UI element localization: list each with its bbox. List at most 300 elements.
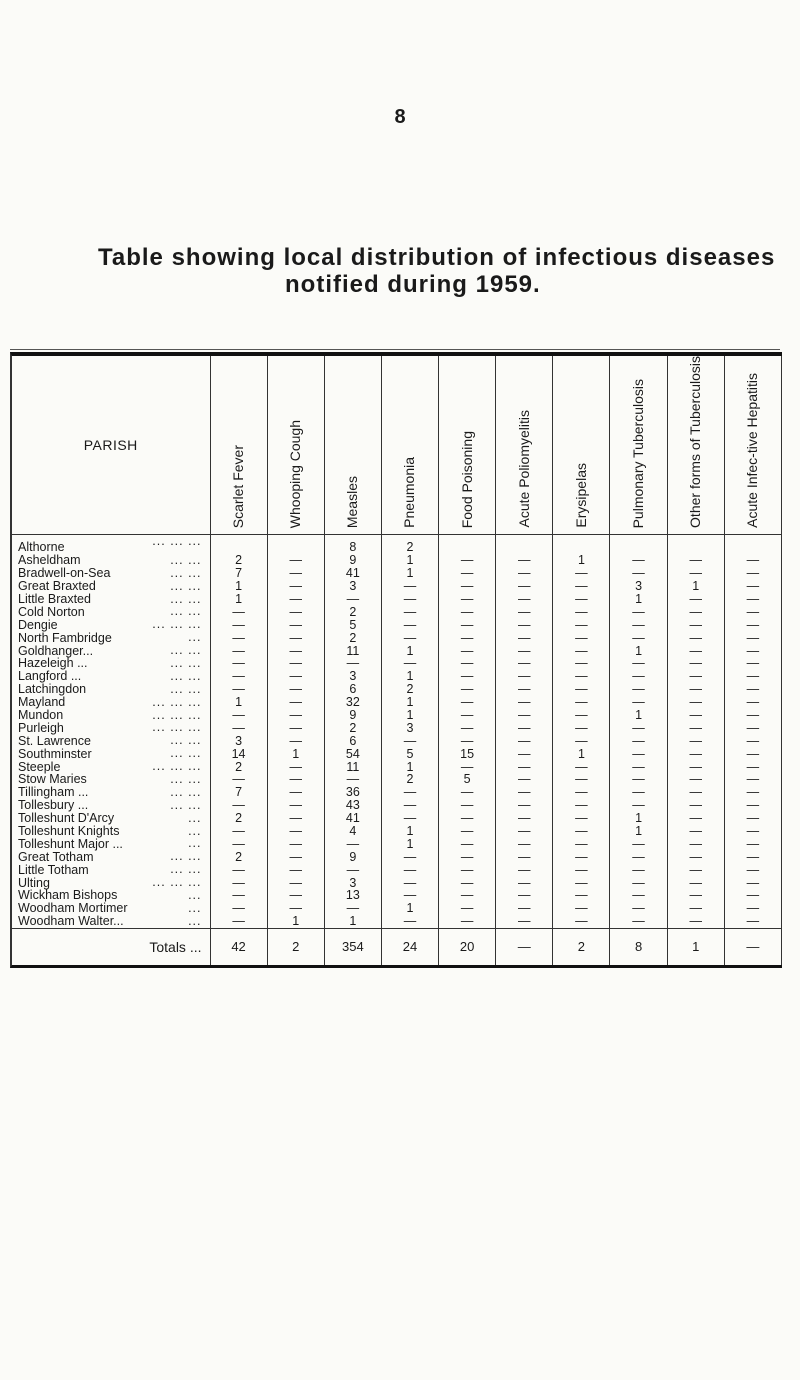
count-cell: — xyxy=(610,554,667,567)
count-cell: 54 xyxy=(324,747,381,760)
count-cell: 3 xyxy=(381,721,438,734)
leader-dots: ... ... ... xyxy=(152,759,202,774)
count-cell: 3 xyxy=(210,734,267,747)
count-cell: — xyxy=(724,644,781,657)
count-cell: 2 xyxy=(381,773,438,786)
column-header-label: Acute Infec-tive Hepatitis xyxy=(744,373,761,528)
column-header-label: Whooping Cough xyxy=(287,419,304,528)
count-cell: — xyxy=(667,670,724,683)
count-cell: 1 xyxy=(381,567,438,580)
count-cell: — xyxy=(439,902,496,915)
count-cell: — xyxy=(667,567,724,580)
parish-label: Althorne xyxy=(18,540,65,555)
parish-label: Steeple xyxy=(18,759,61,774)
count-cell: 43 xyxy=(324,799,381,812)
count-cell: — xyxy=(267,644,324,657)
count-cell: — xyxy=(724,618,781,631)
leader-dots: ... ... xyxy=(170,771,202,786)
count-cell: — xyxy=(553,786,610,799)
count-cell: — xyxy=(610,567,667,580)
count-cell: 13 xyxy=(324,889,381,902)
count-cell: — xyxy=(724,850,781,863)
count-cell: — xyxy=(210,876,267,889)
count-cell: — xyxy=(667,618,724,631)
count-cell: 2 xyxy=(210,812,267,825)
count-cell: 9 xyxy=(324,554,381,567)
count-cell: 6 xyxy=(324,683,381,696)
count-cell: — xyxy=(724,902,781,915)
column-header-label: Measles xyxy=(344,475,361,528)
count-cell: — xyxy=(553,825,610,838)
leader-dots: ... ... ... xyxy=(152,694,202,709)
count-cell: 3 xyxy=(324,876,381,889)
count-cell: — xyxy=(267,593,324,606)
table-row xyxy=(12,850,782,863)
count-cell: — xyxy=(667,593,724,606)
column-header xyxy=(667,356,724,534)
count-cell: 2 xyxy=(324,631,381,644)
count-cell: — xyxy=(381,734,438,747)
column-header xyxy=(210,356,267,534)
count-cell: — xyxy=(724,721,781,734)
count-cell: — xyxy=(439,618,496,631)
count-cell: — xyxy=(610,773,667,786)
leader-dots: ... xyxy=(188,836,202,851)
count-cell: — xyxy=(553,618,610,631)
count-cell: — xyxy=(724,734,781,747)
count-cell xyxy=(210,534,267,553)
count-cell: — xyxy=(381,799,438,812)
count-cell: — xyxy=(439,580,496,593)
count-cell: — xyxy=(496,837,553,850)
count-cell: 14 xyxy=(210,747,267,760)
count-cell: — xyxy=(210,799,267,812)
count-cell: — xyxy=(496,889,553,902)
count-cell: — xyxy=(324,593,381,606)
count-cell: — xyxy=(381,657,438,670)
total-cell: 8 xyxy=(610,928,667,965)
leader-dots: ... ... xyxy=(170,643,202,658)
count-cell: 1 xyxy=(267,915,324,928)
count-cell: — xyxy=(553,696,610,709)
count-cell: 11 xyxy=(324,644,381,657)
leader-dots: ... ... ... xyxy=(152,617,202,632)
leader-dots: ... ... xyxy=(170,746,202,761)
count-cell: — xyxy=(496,709,553,722)
count-cell: 1 xyxy=(381,760,438,773)
count-cell: — xyxy=(267,618,324,631)
table-row xyxy=(12,605,782,618)
parish-label: Tillingham ... xyxy=(18,785,89,800)
count-cell xyxy=(667,534,724,553)
table-row xyxy=(12,889,782,902)
count-cell: 7 xyxy=(210,786,267,799)
parish-label: Woodham Mortimer xyxy=(18,901,128,916)
count-cell: — xyxy=(724,747,781,760)
count-cell: — xyxy=(610,902,667,915)
count-cell: — xyxy=(439,696,496,709)
count-cell: — xyxy=(553,683,610,696)
count-cell: 1 xyxy=(324,915,381,928)
count-cell: 41 xyxy=(324,567,381,580)
count-cell: — xyxy=(267,773,324,786)
count-cell: 1 xyxy=(210,580,267,593)
table-row xyxy=(12,670,782,683)
count-cell xyxy=(439,534,496,553)
count-cell: — xyxy=(210,709,267,722)
count-cell: — xyxy=(553,837,610,850)
parish-label: Great Totham xyxy=(18,849,94,864)
count-cell: — xyxy=(553,760,610,773)
count-cell: 2 xyxy=(210,760,267,773)
leader-dots: ... xyxy=(188,888,202,902)
table-row xyxy=(12,657,782,670)
count-cell: — xyxy=(724,889,781,902)
leader-dots: ... ... xyxy=(170,784,202,799)
count-cell: — xyxy=(381,631,438,644)
count-cell: — xyxy=(381,580,438,593)
count-cell: — xyxy=(553,850,610,863)
count-cell: — xyxy=(496,670,553,683)
count-cell: — xyxy=(553,902,610,915)
count-cell: — xyxy=(610,605,667,618)
table-row xyxy=(12,534,782,553)
count-cell: — xyxy=(381,850,438,863)
parish-label: Hazeleigh ... xyxy=(18,656,88,671)
count-cell: 2 xyxy=(381,683,438,696)
parish-label: North Fambridge xyxy=(18,630,112,645)
count-cell: — xyxy=(553,889,610,902)
count-cell: — xyxy=(724,709,781,722)
count-cell: 6 xyxy=(324,734,381,747)
count-cell: — xyxy=(439,605,496,618)
column-header xyxy=(496,356,553,534)
table-row xyxy=(12,825,782,838)
count-cell: — xyxy=(553,734,610,747)
count-cell: 11 xyxy=(324,760,381,773)
table-row xyxy=(12,812,782,825)
count-cell: — xyxy=(496,850,553,863)
count-cell: — xyxy=(724,825,781,838)
count-cell: 2 xyxy=(381,534,438,553)
parish-header: PARISH xyxy=(12,356,210,534)
count-cell: — xyxy=(496,554,553,567)
count-cell: — xyxy=(439,593,496,606)
count-cell: — xyxy=(439,863,496,876)
count-cell: 3 xyxy=(610,580,667,593)
count-cell: — xyxy=(324,657,381,670)
count-cell: — xyxy=(667,657,724,670)
count-cell: — xyxy=(439,825,496,838)
parish-label: Mayland xyxy=(18,695,66,710)
table-row xyxy=(12,567,782,580)
leader-dots: ... ... xyxy=(170,655,202,670)
count-cell: 2 xyxy=(324,721,381,734)
count-cell: — xyxy=(667,837,724,850)
count-cell: 41 xyxy=(324,812,381,825)
count-cell: — xyxy=(496,760,553,773)
count-cell: 1 xyxy=(381,554,438,567)
parish-label: Tollesbury ... xyxy=(18,798,89,813)
count-cell: — xyxy=(210,825,267,838)
count-cell: — xyxy=(439,683,496,696)
count-cell: — xyxy=(496,631,553,644)
table-row xyxy=(12,593,782,606)
count-cell: — xyxy=(724,760,781,773)
count-cell: — xyxy=(553,657,610,670)
count-cell: — xyxy=(724,799,781,812)
count-cell: — xyxy=(496,876,553,889)
parish-label: Woodham Walter... xyxy=(18,914,124,929)
parish-name xyxy=(12,554,210,567)
total-cell: 2 xyxy=(553,928,610,965)
count-cell: — xyxy=(210,670,267,683)
count-cell: — xyxy=(496,683,553,696)
count-cell: — xyxy=(724,554,781,567)
total-cell: 1 xyxy=(667,928,724,965)
count-cell: 1 xyxy=(381,825,438,838)
count-cell: — xyxy=(381,786,438,799)
count-cell: 4 xyxy=(324,825,381,838)
parish-label: Tolleshunt D'Arcy xyxy=(18,811,115,826)
count-cell: — xyxy=(724,631,781,644)
count-cell: — xyxy=(724,670,781,683)
leader-dots: ... xyxy=(188,823,202,838)
count-cell: — xyxy=(553,721,610,734)
parish-label: Tolleshunt Knights xyxy=(18,823,120,838)
column-header xyxy=(324,356,381,534)
count-cell: — xyxy=(553,812,610,825)
count-cell: — xyxy=(724,593,781,606)
count-cell: — xyxy=(496,580,553,593)
count-cell: — xyxy=(210,902,267,915)
count-cell: — xyxy=(610,889,667,902)
count-cell: — xyxy=(496,747,553,760)
count-cell: — xyxy=(724,580,781,593)
parish-name xyxy=(12,902,210,915)
count-cell: — xyxy=(439,799,496,812)
count-cell: — xyxy=(667,786,724,799)
count-cell: — xyxy=(610,696,667,709)
count-cell: 1 xyxy=(610,812,667,825)
table-row xyxy=(12,799,782,812)
count-cell: — xyxy=(381,605,438,618)
header-row xyxy=(12,356,782,534)
column-header-label: Food Poisoning xyxy=(458,430,475,528)
count-cell: — xyxy=(267,825,324,838)
column-header-label: Other forms of Tuberculosis xyxy=(687,356,704,528)
count-cell: — xyxy=(610,837,667,850)
count-cell: — xyxy=(267,786,324,799)
count-cell: 5 xyxy=(439,773,496,786)
count-cell: — xyxy=(267,683,324,696)
count-cell: — xyxy=(724,915,781,928)
count-cell: — xyxy=(724,812,781,825)
count-cell: — xyxy=(267,670,324,683)
column-header-label: Pneumonia xyxy=(401,457,418,528)
count-cell: — xyxy=(553,773,610,786)
count-cell: — xyxy=(724,863,781,876)
count-cell: — xyxy=(496,644,553,657)
table-row xyxy=(12,644,782,657)
count-cell: — xyxy=(667,773,724,786)
table-row xyxy=(12,915,782,928)
leader-dots: ... ... ... xyxy=(152,707,202,722)
parish-name xyxy=(12,670,210,683)
count-cell: 1 xyxy=(610,644,667,657)
column-header xyxy=(553,356,610,534)
table-row xyxy=(12,709,782,722)
count-cell: — xyxy=(267,567,324,580)
table-row xyxy=(12,876,782,889)
count-cell: — xyxy=(439,837,496,850)
leader-dots: ... ... ... xyxy=(152,720,202,735)
count-cell: — xyxy=(439,554,496,567)
count-cell: — xyxy=(267,709,324,722)
parish-label: Southminster xyxy=(18,746,92,761)
count-cell: — xyxy=(610,876,667,889)
table-row xyxy=(12,631,782,644)
leader-dots: ... ... xyxy=(170,578,202,593)
count-cell: — xyxy=(553,644,610,657)
count-cell: — xyxy=(439,670,496,683)
count-cell: — xyxy=(381,812,438,825)
count-cell: — xyxy=(610,747,667,760)
count-cell: — xyxy=(439,644,496,657)
count-cell: 32 xyxy=(324,696,381,709)
count-cell: 1 xyxy=(381,902,438,915)
total-cell: 2 xyxy=(267,928,324,965)
count-cell: 1 xyxy=(381,670,438,683)
count-cell: — xyxy=(667,760,724,773)
parish-label: Tolleshunt Major ... xyxy=(18,836,123,851)
column-header-label: Pulmonary Tuberculosis xyxy=(630,378,647,528)
count-cell: — xyxy=(667,812,724,825)
count-cell: 2 xyxy=(324,605,381,618)
count-cell: — xyxy=(667,631,724,644)
count-cell xyxy=(724,534,781,553)
count-cell: — xyxy=(553,567,610,580)
count-cell: — xyxy=(267,889,324,902)
count-cell: — xyxy=(553,915,610,928)
column-header-label: Scarlet Fever xyxy=(230,444,247,528)
table-row xyxy=(12,618,782,631)
count-cell: 1 xyxy=(381,837,438,850)
count-cell: — xyxy=(439,760,496,773)
column-header xyxy=(439,356,496,534)
count-cell: — xyxy=(496,696,553,709)
count-cell: — xyxy=(667,915,724,928)
table-row xyxy=(12,734,782,747)
count-cell: — xyxy=(381,618,438,631)
count-cell: 1 xyxy=(381,644,438,657)
count-cell: — xyxy=(724,837,781,850)
count-cell: — xyxy=(553,580,610,593)
count-cell: — xyxy=(667,850,724,863)
count-cell xyxy=(267,534,324,553)
parish-name xyxy=(12,786,210,799)
count-cell: — xyxy=(610,734,667,747)
count-cell: — xyxy=(267,721,324,734)
table-row xyxy=(12,696,782,709)
count-cell: 2 xyxy=(210,850,267,863)
count-cell: — xyxy=(724,657,781,670)
parish-name xyxy=(12,618,210,631)
count-cell: — xyxy=(267,876,324,889)
count-cell: — xyxy=(496,734,553,747)
total-cell: 42 xyxy=(210,928,267,965)
leader-dots: ... ... xyxy=(170,565,202,580)
column-header xyxy=(381,356,438,534)
count-cell: — xyxy=(667,747,724,760)
count-cell: — xyxy=(496,799,553,812)
parish-label: Mundon xyxy=(18,707,64,722)
count-cell: 5 xyxy=(324,618,381,631)
parish-name xyxy=(12,657,210,670)
parish-label: Ulting xyxy=(18,875,50,890)
leader-dots: ... ... xyxy=(170,591,202,606)
count-cell: 1 xyxy=(381,709,438,722)
count-cell: 9 xyxy=(324,850,381,863)
count-cell: — xyxy=(724,773,781,786)
leader-dots: ... ... xyxy=(170,668,202,683)
table-row xyxy=(12,580,782,593)
total-cell: 24 xyxy=(381,928,438,965)
count-cell: — xyxy=(439,657,496,670)
count-cell: — xyxy=(496,605,553,618)
count-cell: 1 xyxy=(210,696,267,709)
count-cell: — xyxy=(667,799,724,812)
total-cell: — xyxy=(496,928,553,965)
count-cell: — xyxy=(267,580,324,593)
count-cell: — xyxy=(724,696,781,709)
count-cell: — xyxy=(667,605,724,618)
totals-row xyxy=(12,928,782,965)
count-cell xyxy=(610,534,667,553)
count-cell: 9 xyxy=(324,709,381,722)
count-cell: 1 xyxy=(553,747,610,760)
count-cell: — xyxy=(210,915,267,928)
count-cell: — xyxy=(667,876,724,889)
leader-dots: ... ... xyxy=(170,604,202,619)
parish-name xyxy=(12,580,210,593)
parish-label: Purleigh xyxy=(18,720,64,735)
count-cell: — xyxy=(381,863,438,876)
count-cell: — xyxy=(667,696,724,709)
count-cell: — xyxy=(610,721,667,734)
count-cell: — xyxy=(496,825,553,838)
count-cell: 1 xyxy=(610,593,667,606)
count-cell: — xyxy=(610,850,667,863)
count-cell: — xyxy=(439,889,496,902)
table-row xyxy=(12,902,782,915)
count-cell: 15 xyxy=(439,747,496,760)
table-row xyxy=(12,721,782,734)
totals-label: Totals ... xyxy=(12,928,210,965)
count-cell: — xyxy=(724,683,781,696)
count-cell: — xyxy=(496,567,553,580)
count-cell: — xyxy=(553,631,610,644)
parish-name xyxy=(12,812,210,825)
count-cell: — xyxy=(496,786,553,799)
count-cell: — xyxy=(439,786,496,799)
count-cell: — xyxy=(610,786,667,799)
parish-name xyxy=(12,876,210,889)
count-cell: — xyxy=(496,593,553,606)
count-cell: 1 xyxy=(381,696,438,709)
count-cell: — xyxy=(496,863,553,876)
count-cell: — xyxy=(724,605,781,618)
